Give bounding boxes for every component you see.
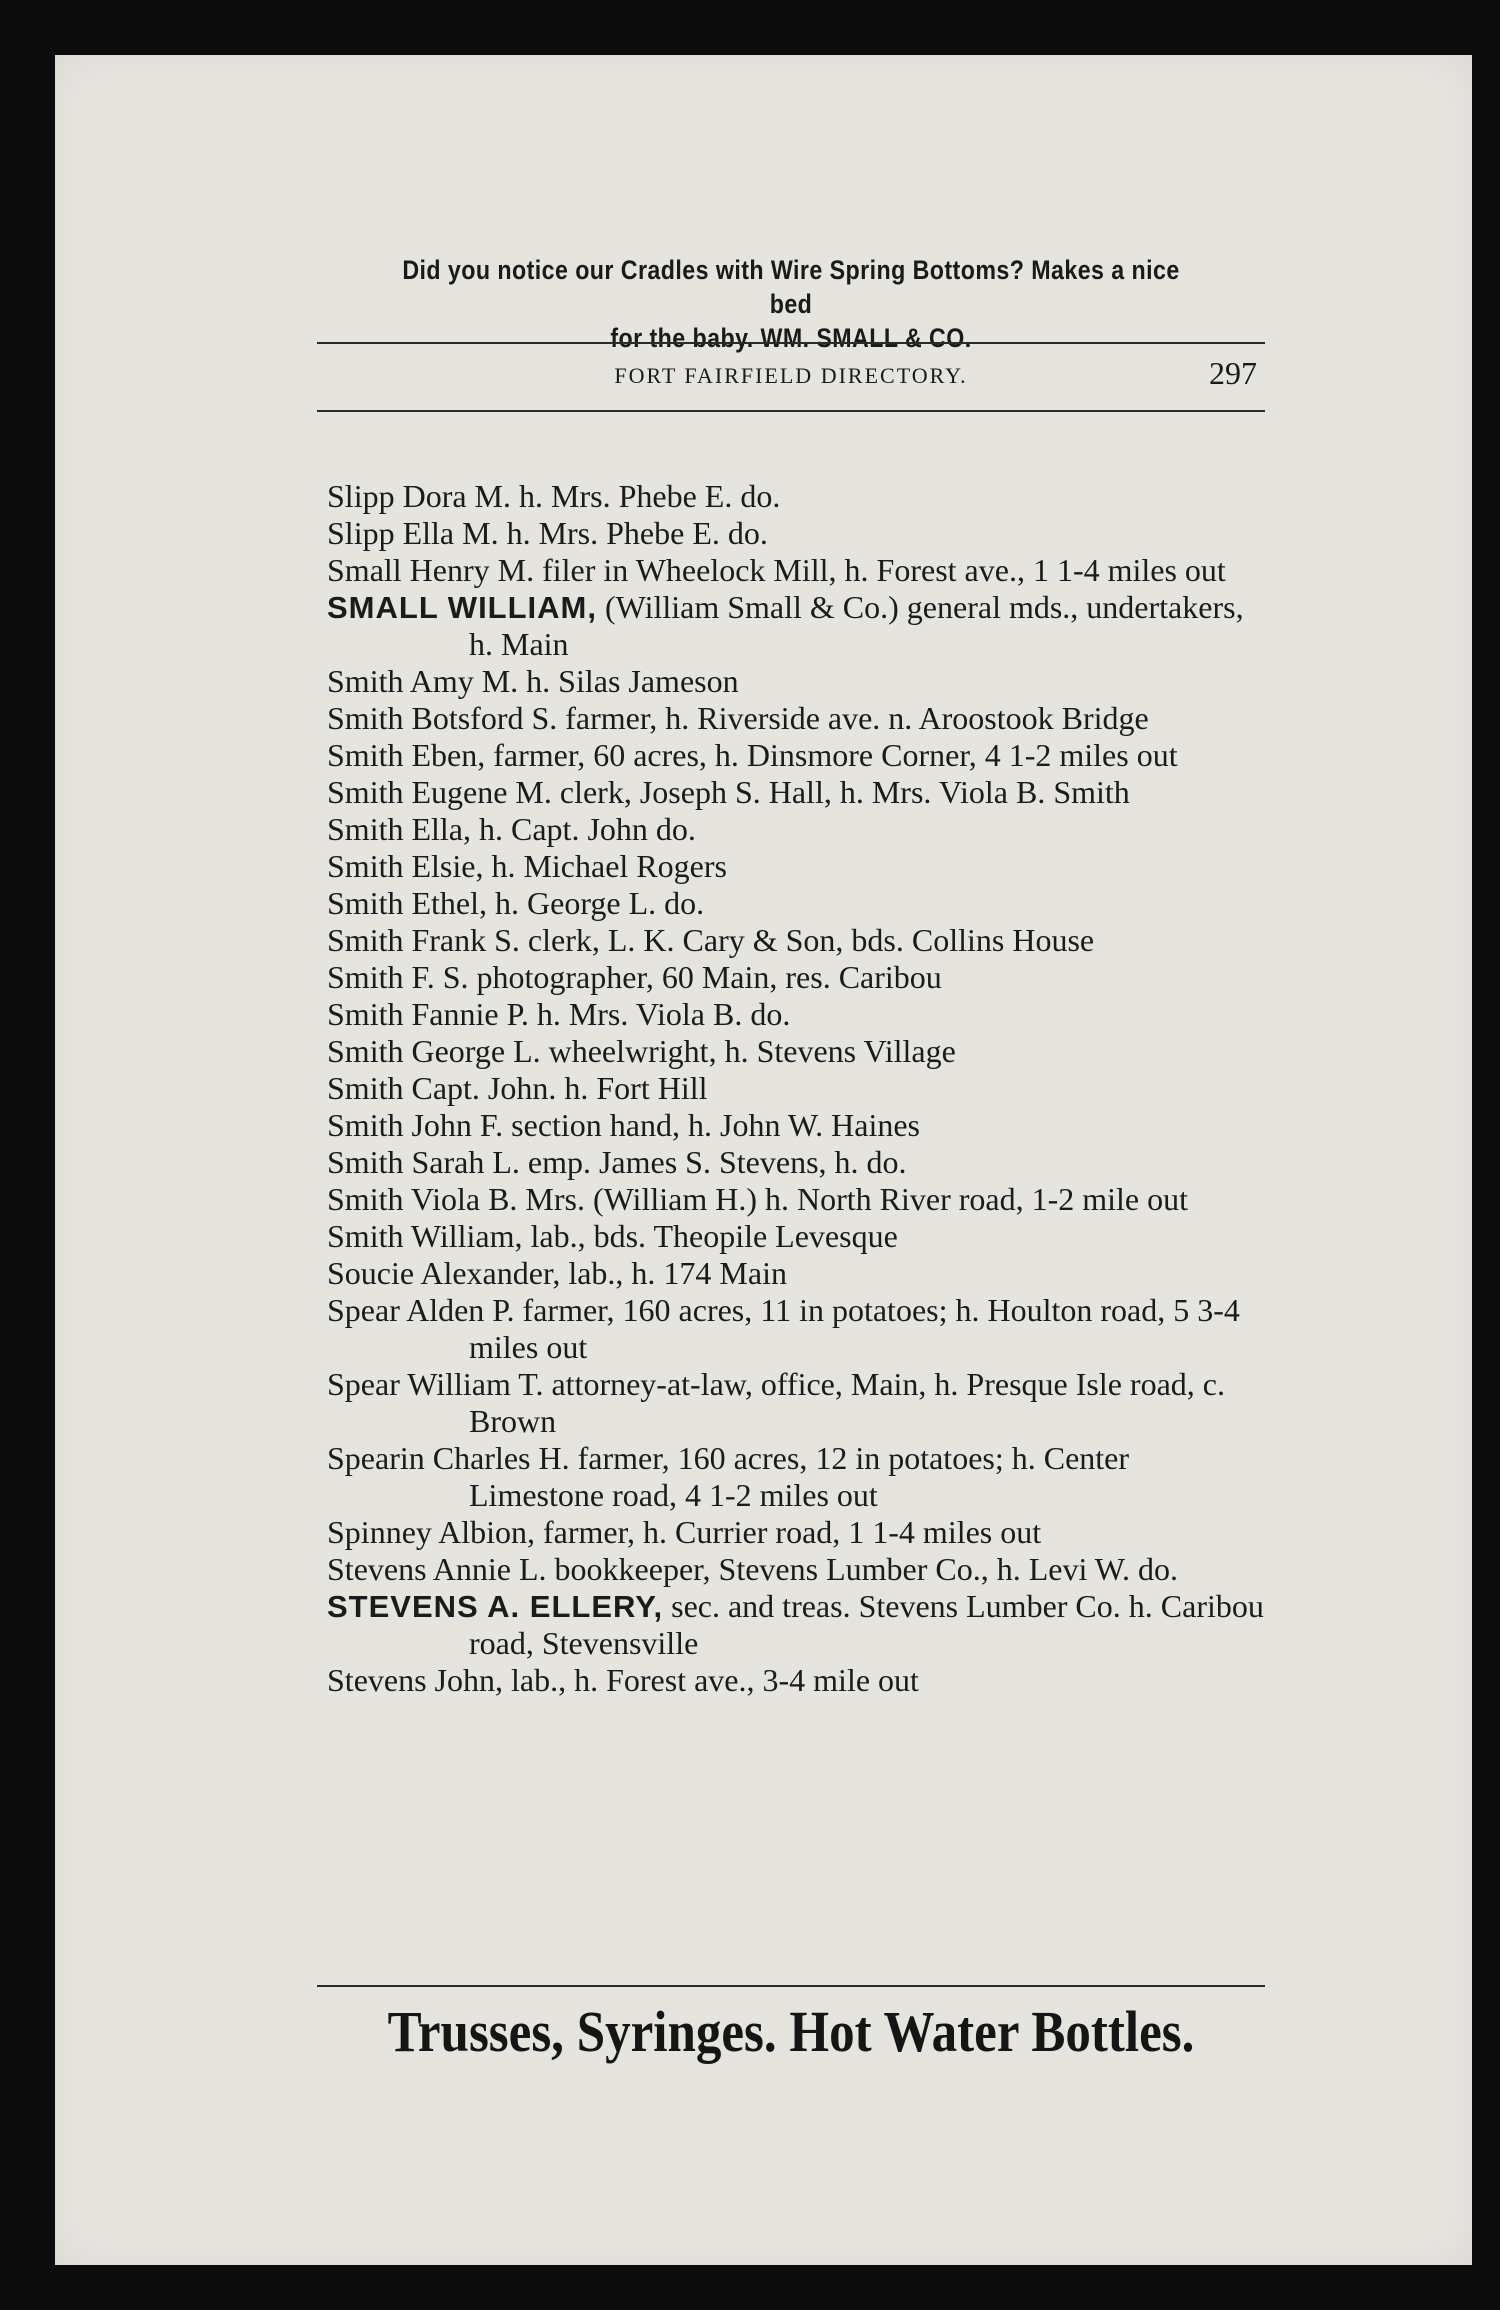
top-ad-line-2: for the baby. WM. SMALL & CO. (610, 323, 972, 353)
entry-text: Smith William, lab., bds. Theopile Levesque (327, 1218, 898, 1254)
directory-entry (327, 959, 1267, 996)
directory-entry (327, 885, 1267, 922)
directory-entry (327, 478, 1267, 515)
entry-text: sec. and treas. Stevens Lumber Co. h. Caribou road, Stevensville (469, 1588, 1264, 1661)
directory-entry (327, 1514, 1267, 1551)
entry-text: Slipp Ella M. h. Mrs. Phebe E. do. (327, 515, 768, 551)
entry-name-bold: SMALL WILLIAM, (327, 590, 597, 625)
entry-text: Spinney Albion, farmer, h. Currier road, 1 1-4 miles out (327, 1514, 1042, 1550)
entry-text: Smith George L. wheelwright, h. Stevens Village (327, 1033, 956, 1069)
page-number: 297 (1209, 355, 1257, 391)
directory-entry (327, 1181, 1267, 1218)
entry-text: Smith Viola B. Mrs. (William H.) h. North River road, 1-2 mile out (327, 1181, 1188, 1217)
directory-entry (327, 848, 1267, 885)
directory-title: FORT FAIRFIELD DIRECTORY. (614, 363, 968, 388)
entry-text: Smith Sarah L. emp. James S. Stevens, h. do. (327, 1144, 907, 1180)
directory-entry (327, 1033, 1267, 1070)
directory-entry (327, 774, 1267, 811)
entry-text: (William Small & Co.) general mds., undertakers, h. Main (469, 589, 1244, 662)
top-ad-line-1: Did you notice our Cradles with Wire Spring Bottoms? Makes a nice bed (402, 255, 1180, 319)
directory-entry (327, 1551, 1267, 1588)
entry-name-bold: STEVENS A. ELLERY, (327, 1589, 664, 1624)
directory-entry (327, 1070, 1267, 1107)
entry-text: Smith Eugene M. clerk, Joseph S. Hall, h. Mrs. Viola B. Smith (327, 774, 1130, 810)
entry-text: Small Henry M. filer in Wheelock Mill, h. Forest ave., 1 1-4 miles out (327, 552, 1226, 588)
directory-entry (327, 515, 1267, 552)
entry-text: Spear William T. attorney-at-law, office, Main, h. Presque Isle road, c. Brown (327, 1366, 1225, 1439)
directory-entry (327, 1440, 1267, 1514)
entry-text: Smith Amy M. h. Silas Jameson (327, 663, 739, 699)
entry-text: Smith Ella, h. Capt. John do. (327, 811, 696, 847)
bottom-divider (317, 1985, 1265, 1987)
entry-text: Smith Capt. John. h. Fort Hill (327, 1070, 708, 1106)
entry-text: Smith Fannie P. h. Mrs. Viola B. do. (327, 996, 791, 1032)
bottom-advertisement: Trusses, Syringes. Hot Water Bottles. (387, 1999, 1195, 2064)
directory-entry (327, 922, 1267, 959)
entry-text: Smith John F. section hand, h. John W. Haines (327, 1107, 920, 1143)
directory-entry (327, 996, 1267, 1033)
directory-entry (327, 1366, 1267, 1440)
directory-entry (327, 1588, 1267, 1662)
entry-text: Spear Alden P. farmer, 160 acres, 11 in potatoes; h. Houlton road, 5 3-4 miles out (327, 1292, 1240, 1365)
directory-entry (327, 811, 1267, 848)
entry-text: Smith Botsford S. farmer, h. Riverside ave. n. Aroostook Bridge (327, 700, 1149, 736)
entry-text: Soucie Alexander, lab., h. 174 Main (327, 1255, 787, 1291)
entry-text: Stevens Annie L. bookkeeper, Stevens Lumber Co., h. Levi W. do. (327, 1551, 1179, 1587)
directory-entry (327, 737, 1267, 774)
entry-text: Smith Elsie, h. Michael Rogers (327, 848, 727, 884)
directory-entry (327, 700, 1267, 737)
entry-text: Stevens John, lab., h. Forest ave., 3-4 mile out (327, 1662, 919, 1698)
directory-entry (327, 1218, 1267, 1255)
directory-entry (327, 1662, 1267, 1699)
directory-entry (327, 589, 1267, 663)
directory-page (55, 55, 1472, 2265)
entry-text: Smith F. S. photographer, 60 Main, res. Caribou (327, 959, 942, 995)
directory-entry (327, 1107, 1267, 1144)
entry-text: Slipp Dora M. h. Mrs. Phebe E. do. (327, 478, 781, 514)
directory-entries (327, 478, 1267, 1699)
entry-text: Smith Frank S. clerk, L. K. Cary & Son, bds. Collins House (327, 922, 1095, 958)
directory-entry (327, 552, 1267, 589)
directory-entry (327, 663, 1267, 700)
running-header (317, 355, 1265, 395)
header-divider (317, 410, 1265, 412)
entry-text: Smith Ethel, h. George L. do. (327, 885, 705, 921)
directory-entry (327, 1292, 1267, 1366)
entry-text: Smith Eben, farmer, 60 acres, h. Dinsmore Corner, 4 1-2 miles out (327, 737, 1178, 773)
directory-entry (327, 1255, 1267, 1292)
top-divider (317, 342, 1265, 344)
entry-text: Spearin Charles H. farmer, 160 acres, 12 in potatoes; h. Center Limestone road, 4 1-2 miles out (327, 1440, 1130, 1513)
directory-entry (327, 1144, 1267, 1181)
top-advertisement (383, 253, 1198, 355)
